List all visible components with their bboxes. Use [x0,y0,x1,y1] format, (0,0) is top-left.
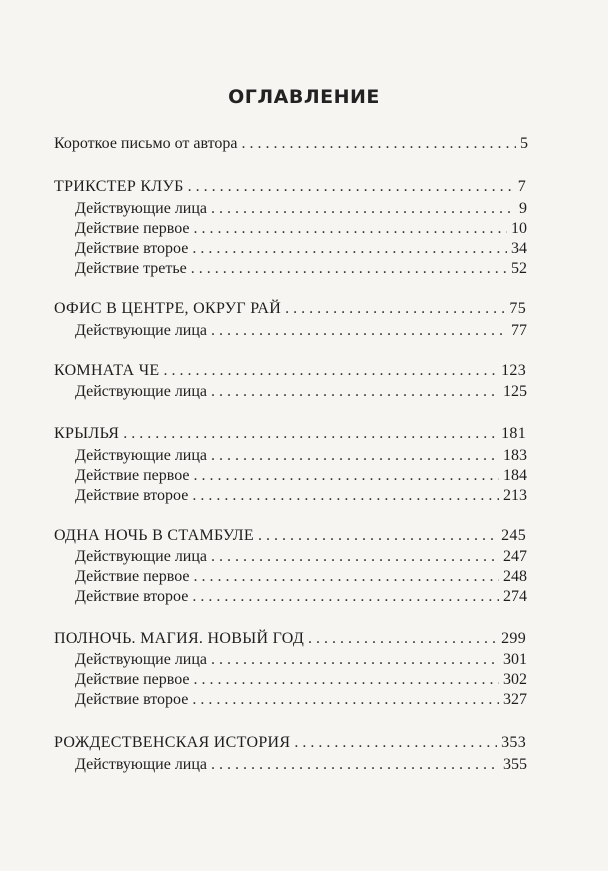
dot-leader [211,547,499,567]
toc-entry-label: Действие первое [75,220,190,237]
toc-entry-page: 302 [503,671,527,688]
toc-entry-page: 299 [501,630,526,647]
toc-entry-page: 77 [511,322,527,339]
toc-entry-label: Действующие лица [75,756,208,773]
toc-entry-page: 123 [501,362,526,379]
toc-entry-page: 245 [501,527,526,544]
toc-entry-label: Короткое письмо от автора [54,135,238,152]
toc-entry[interactable] [75,382,527,402]
dot-leader [211,446,499,466]
toc-entry-page: 213 [503,487,527,504]
toc-entry-page: 10 [511,220,527,237]
toc-entry-page: 181 [501,425,526,442]
toc-entry-page: 248 [503,568,527,585]
dot-leader [211,321,507,341]
dot-leader [194,219,508,239]
toc-entry[interactable] [75,650,527,670]
dot-leader [258,526,497,546]
toc-entry-page: 34 [511,240,527,257]
toc-section-one-night-istanbul[interactable] [54,526,526,546]
toc-section-label: ПОЛНОЧЬ. МАГИЯ. НОВЫЙ ГОД [54,630,305,647]
toc-entry-page: 75 [509,300,526,317]
toc-entry-label: Действие второе [75,588,189,605]
toc-entry-label: Действие первое [75,568,190,585]
toc-entry-page: 52 [511,260,527,277]
toc-entry-page: 327 [503,691,527,708]
toc-section-room-che[interactable] [54,361,526,381]
toc-entry-page: 5 [520,135,528,152]
toc-section-label: ОДНА НОЧЬ В СТАМБУЛЕ [54,527,254,544]
dot-leader [194,567,500,587]
dot-leader [194,466,500,486]
toc-entry-label: Действующие лица [75,322,208,339]
toc-entry[interactable] [75,466,527,486]
toc-entry-page: 355 [503,756,527,773]
toc-entry-page: 247 [503,548,527,565]
toc-entry-label: Действие первое [75,671,190,688]
dot-leader [192,587,499,607]
dot-leader [294,733,497,753]
dot-leader [194,670,500,690]
toc-entry-page: 125 [503,383,527,400]
toc-section-label: КОМНАТА ЧЕ [54,362,160,379]
toc-heading: ОГЛАВЛЕНИЕ [228,86,380,108]
toc-section-label: ТРИКСТЕР КЛУБ [54,178,184,195]
dot-leader [192,690,499,710]
dot-leader [308,629,497,649]
toc-entry-label: Действующие лица [75,651,208,668]
toc-entry[interactable] [75,690,527,710]
toc-entry-author-letter[interactable] [54,134,528,154]
toc-entry[interactable] [75,486,527,506]
toc-section-wings[interactable] [54,424,526,444]
dot-leader [211,755,499,775]
toc-entry[interactable] [75,547,527,567]
toc-entry-page: 353 [501,734,526,751]
toc-entry[interactable] [75,567,527,587]
dot-leader [241,134,516,154]
toc-entry[interactable] [75,670,527,690]
dot-leader [123,424,497,444]
dot-leader [192,486,499,506]
toc-entry-label: Действующие лица [75,548,208,565]
toc-entry-page: 274 [503,588,527,605]
toc-section-label: КРЫЛЬЯ [54,425,120,442]
dot-leader [211,199,515,219]
toc-entry[interactable] [75,219,527,239]
dot-leader [211,650,499,670]
toc-entry[interactable] [75,239,527,259]
toc-entry[interactable] [75,321,527,341]
toc-entry[interactable] [75,259,527,279]
dot-leader [191,259,507,279]
toc-entry-label: Действие второе [75,487,189,504]
toc-entry-label: Действующие лица [75,447,208,464]
toc-entry[interactable] [75,199,527,219]
toc-section-christmas-story[interactable] [54,733,526,753]
toc-entry-page: 9 [519,200,527,217]
toc-entry-label: Действие первое [75,467,190,484]
toc-entry-page: 7 [517,178,526,195]
dot-leader [192,239,507,259]
toc-entry-label: Действие третье [75,260,187,277]
toc-section-label: ОФИС В ЦЕНТРЕ, ОКРУГ РАЙ [54,300,282,317]
toc-entry-page: 183 [503,447,527,464]
toc-entry[interactable] [75,587,527,607]
toc-entry-page: 301 [503,651,527,668]
toc-section-midnight-magic-new-year[interactable] [54,629,526,649]
dot-leader [163,361,497,381]
toc-section-label: РОЖДЕСТВЕНСКАЯ ИСТОРИЯ [54,734,291,751]
toc-entry-label: Действующие лица [75,200,208,217]
dot-leader [285,299,505,319]
toc-entry[interactable] [75,755,527,775]
toc-entry-label: Действие второе [75,240,189,257]
toc-entry[interactable] [75,446,527,466]
dot-leader [188,177,514,197]
toc-section-trickster-club[interactable] [54,177,526,197]
toc-section-office-downtown[interactable] [54,299,526,319]
toc-entry-page: 184 [503,467,527,484]
toc-entry-label: Действие второе [75,691,189,708]
dot-leader [211,382,499,402]
toc-entry-label: Действующие лица [75,383,208,400]
